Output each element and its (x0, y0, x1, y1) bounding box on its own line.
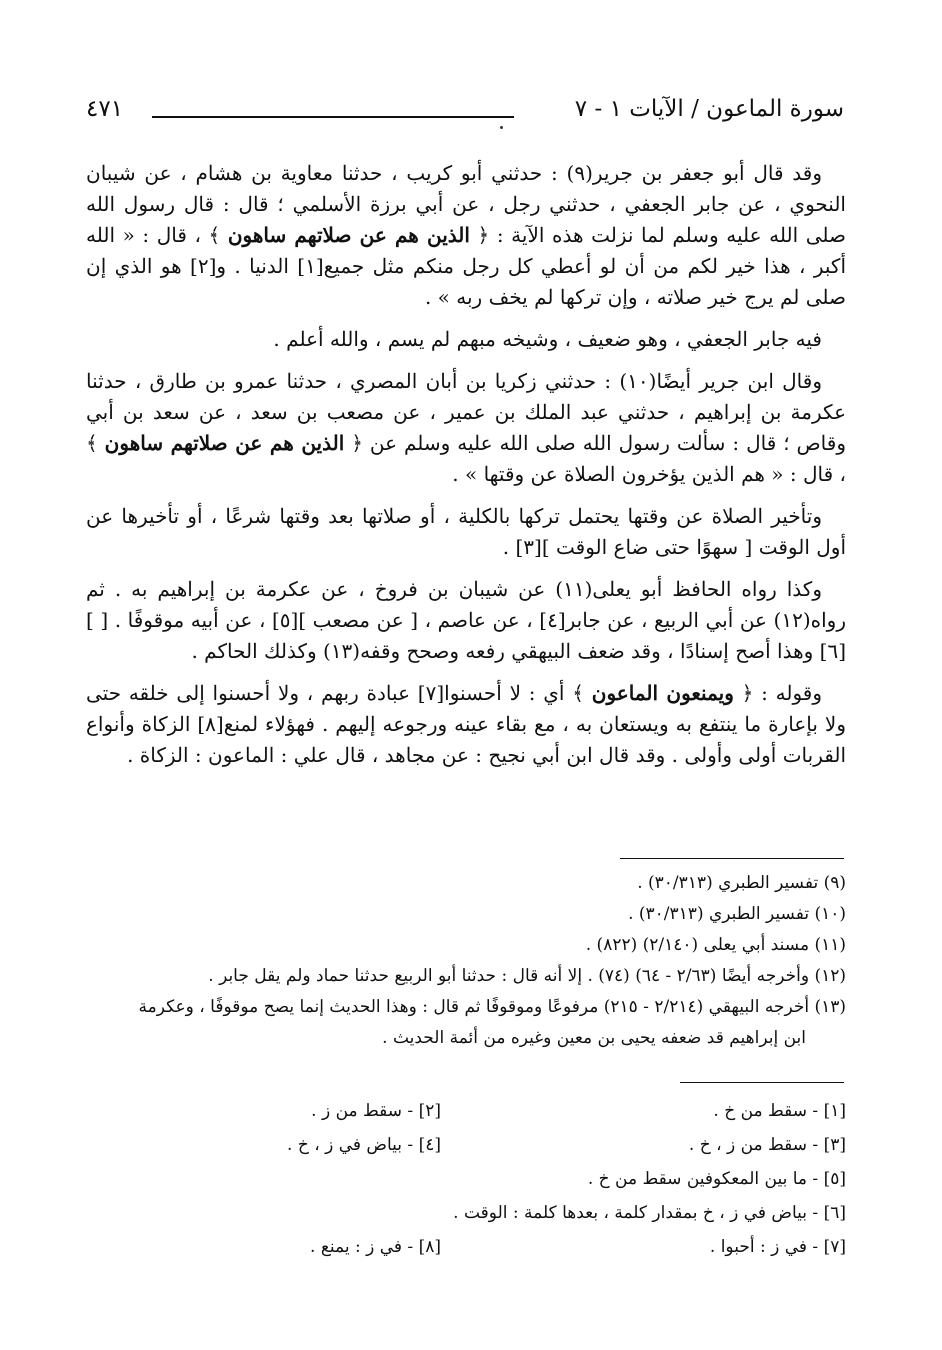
paragraph-5: وكذا رواه الحافظ أبو يعلى(١١) عن شيبان بن فروخ ، عن عكرمة بن إبراهيم به . ثم رواه(١٢) عن أبي الربيع ، عن جابر[٤] ، عن عاصم ، [ عن مصعب ][٥] ، عن أبيه موقوفًا . [ ][٦] وهذا أصح إسنادًا ، وقد ضعف البيهقي رفعه وصحح وقفه(١٣) وكذلك الحاكم . (86, 577, 846, 663)
variant-note: [٥] - ما بين المعكوفين سقط من خ . (587, 1169, 846, 1189)
header-rule (152, 116, 514, 118)
quran-verse: الذين هم عن صلاتهم ساهون (227, 223, 470, 247)
source-footnotes (86, 868, 846, 1054)
variant-note: [١] - سقط من خ . (713, 1101, 846, 1121)
variant-note: [٨] - في ز : يمنع . (310, 1237, 441, 1257)
variants-row (86, 1128, 846, 1162)
variant-note: [٣] - سقط من ز ، خ . (688, 1135, 846, 1155)
paragraph-6-start: وقوله : ﴿ (741, 681, 823, 705)
page-number: ٤٧١ (86, 96, 124, 122)
footnote: (١٠) تفسير الطبري (٣٠/٣١٣) . (628, 904, 846, 924)
footnote: (٩) تفسير الطبري (٣٠/٣١٣) . (637, 873, 846, 893)
variant-note: [٧] - في ز : أحبوا . (709, 1237, 846, 1257)
footnote: (١٢) وأخرجه أيضًا (٢/٦٣ - ٦٤) (٧٤) . إلا أنه قال : حدثنا أبو الربيع حدثنا حماد ولم يقل جابر . (208, 966, 846, 986)
paragraph-6-end: ﴾ أي : لا أحسنوا[٧] عبادة ربهم ، ولا أحسنوا إلى خلقه حتى ولا بإعارة ما ينتفع به ويستعان به ، مع بقاء عينه ورجوعه إليهم . فهؤلاء لمنع[٨] الزكاة وأنواع القربات أولى وأولى . وقد قال ابن أبي نجيح : عن مجاهد ، قال علي : الماعون : الزكاة . (86, 681, 846, 767)
page-header (86, 96, 844, 132)
quran-verse: ويمنعون الماعون (591, 681, 734, 705)
footnote: (١٣) أخرجه البيهقي (٢/٢١٤ - ٢١٥) مرفوعًا وموقوفًا ثم قال : وهذا الحديث إنما يصح موقوفًا ، وعكرمة (138, 997, 846, 1017)
variants-rule (680, 1082, 844, 1083)
footnote-continuation: ابن إبراهيم قد ضعفه يحيى بن معين وغيره من أئمة الحديث . (382, 1028, 806, 1048)
paragraph-3 (86, 366, 846, 490)
paragraph-6 (86, 678, 846, 771)
paragraph-4: وتأخير الصلاة عن وقتها يحتمل تركها بالكلية ، أو صلاتها بعد وقتها شرعًا ، أو تأخيرها عن أول الوقت [ سهوًا حتى ضاع الوقت ][٣] . (86, 504, 846, 559)
footnote: (١١) مسند أبي يعلى (٢/١٤٠) (٨٢٢) . (585, 935, 846, 955)
header-dot (500, 126, 503, 129)
variants-row (86, 1230, 846, 1264)
running-title: سورة الماعون / الآيات ١ - ٧ (574, 96, 844, 122)
footnote-rule (620, 858, 844, 859)
paragraph-1-end: ﴾ ، قال : « الله أكبر ، هذا خير لكم من أن لو أعطي كل رجل منكم مثل جميع[١] الدنيا . و[٢] هو الذي إن صلى لم يرج خير صلاته ، وإن تركها لم يخف ربه » . (86, 223, 846, 309)
main-text (86, 158, 846, 782)
variant-note: [٢] - سقط من ز . (311, 1101, 441, 1121)
variant-note: [٤] - بياض في ز ، خ . (287, 1135, 441, 1155)
manuscript-variants (86, 1094, 846, 1264)
quran-verse: الذين هم عن صلاتهم ساهون (104, 431, 345, 455)
paragraph-2: فيه جابر الجعفي ، وهو ضعيف ، وشيخه مبهم لم يسم ، والله أعلم . (273, 327, 822, 351)
variants-row (86, 1094, 846, 1128)
paragraph-1-text: وقد قال أبو جعفر بن جرير(٩) : حدثني أبو كريب ، حدثنا معاوية بن هشام ، عن شيبان النحوي ، عن جابر الجعفي ، حدثني رجل ، عن أبي برزة الأسلمي ؛ قال : قال رسول الله صلى الله عليه وسلم لما نزلت هذه الآية : ﴿ (86, 161, 847, 247)
paragraph-3-end: ﴾ ، قال : « هم الذين يؤخرون الصلاة عن وقتها » . (86, 431, 846, 486)
paragraph-3-text: وقال ابن جرير أيضًا(١٠) : حدثني زكريا بن أبان المصري ، حدثنا عمرو بن طارق ، حدثنا عكرمة بن إبراهيم ، حدثني عبد الملك بن عمير ، عن مصعب بن سعد ، عن سعد بن أبي وقاص ؛ قال : سألت رسول الله صلى الله عليه وسلم عن ﴿ (86, 369, 846, 455)
paragraph-1 (86, 158, 846, 313)
variant-note: [٦] - بياض في ز ، خ بمقدار كلمة ، بعدها كلمة : الوقت . (453, 1203, 846, 1223)
